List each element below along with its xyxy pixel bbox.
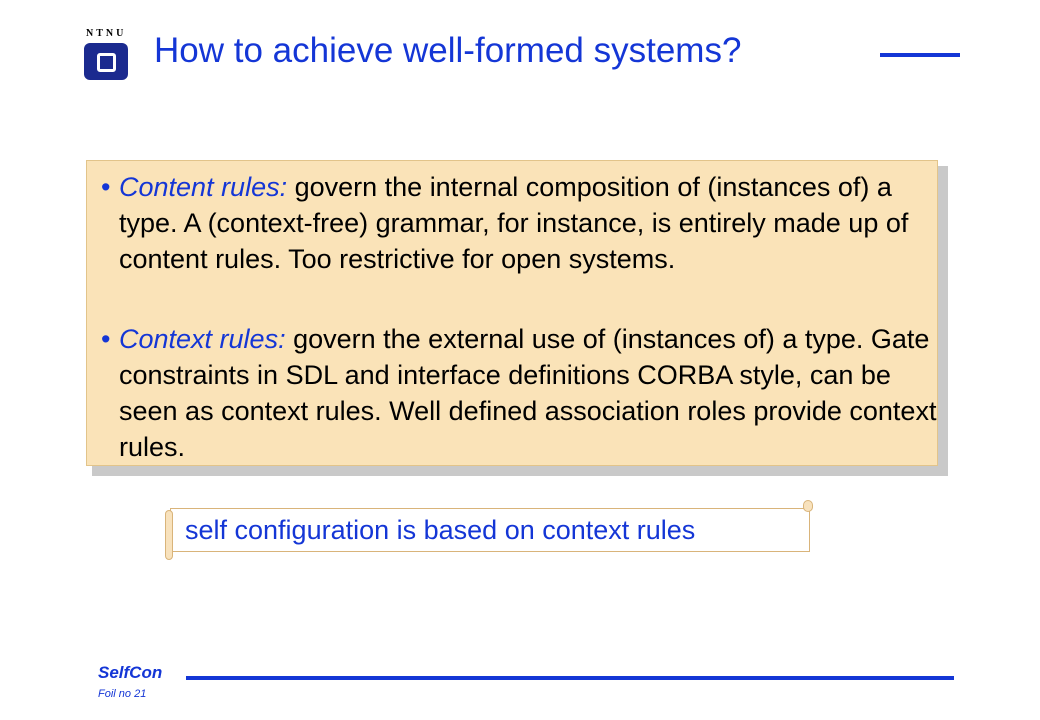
ntnu-logo [84,28,130,80]
bullet-text [119,169,937,277]
scroll-roll-right [803,500,813,512]
bullet-text [119,321,937,465]
title-rule [880,53,960,57]
scroll-callout-text: self configuration is based on context rules [185,515,696,545]
scroll-roll-left [165,510,173,560]
bullet-body: govern the internal composition of (instances of) a type. A (context-free) grammar, for instance, is entirely made up of content rules. Too restrictive for open systems. [119,172,909,274]
logo-text: NTNU [86,28,127,39]
slide-title: How to achieve well-formed systems? [154,31,742,70]
bullet-keyword: Context rules: [119,324,286,354]
footer-brand: SelfCon [98,663,163,682]
bullet-dot: • [101,172,111,202]
scroll-callout [170,508,810,552]
bullet-dot: • [101,324,111,354]
bullet-body: govern the external use of (instances of) a type. Gate constraints in SDL and interface definitions CORBA style, can be seen as context rules. Well defined association roles provide context rules. [119,324,937,462]
ntnu-logo-icon [84,43,128,80]
footer-rule [186,676,954,680]
bullet-keyword: Content rules: [119,172,288,202]
content-box [86,160,938,466]
footer-foil-number: Foil no 21 [98,688,147,700]
